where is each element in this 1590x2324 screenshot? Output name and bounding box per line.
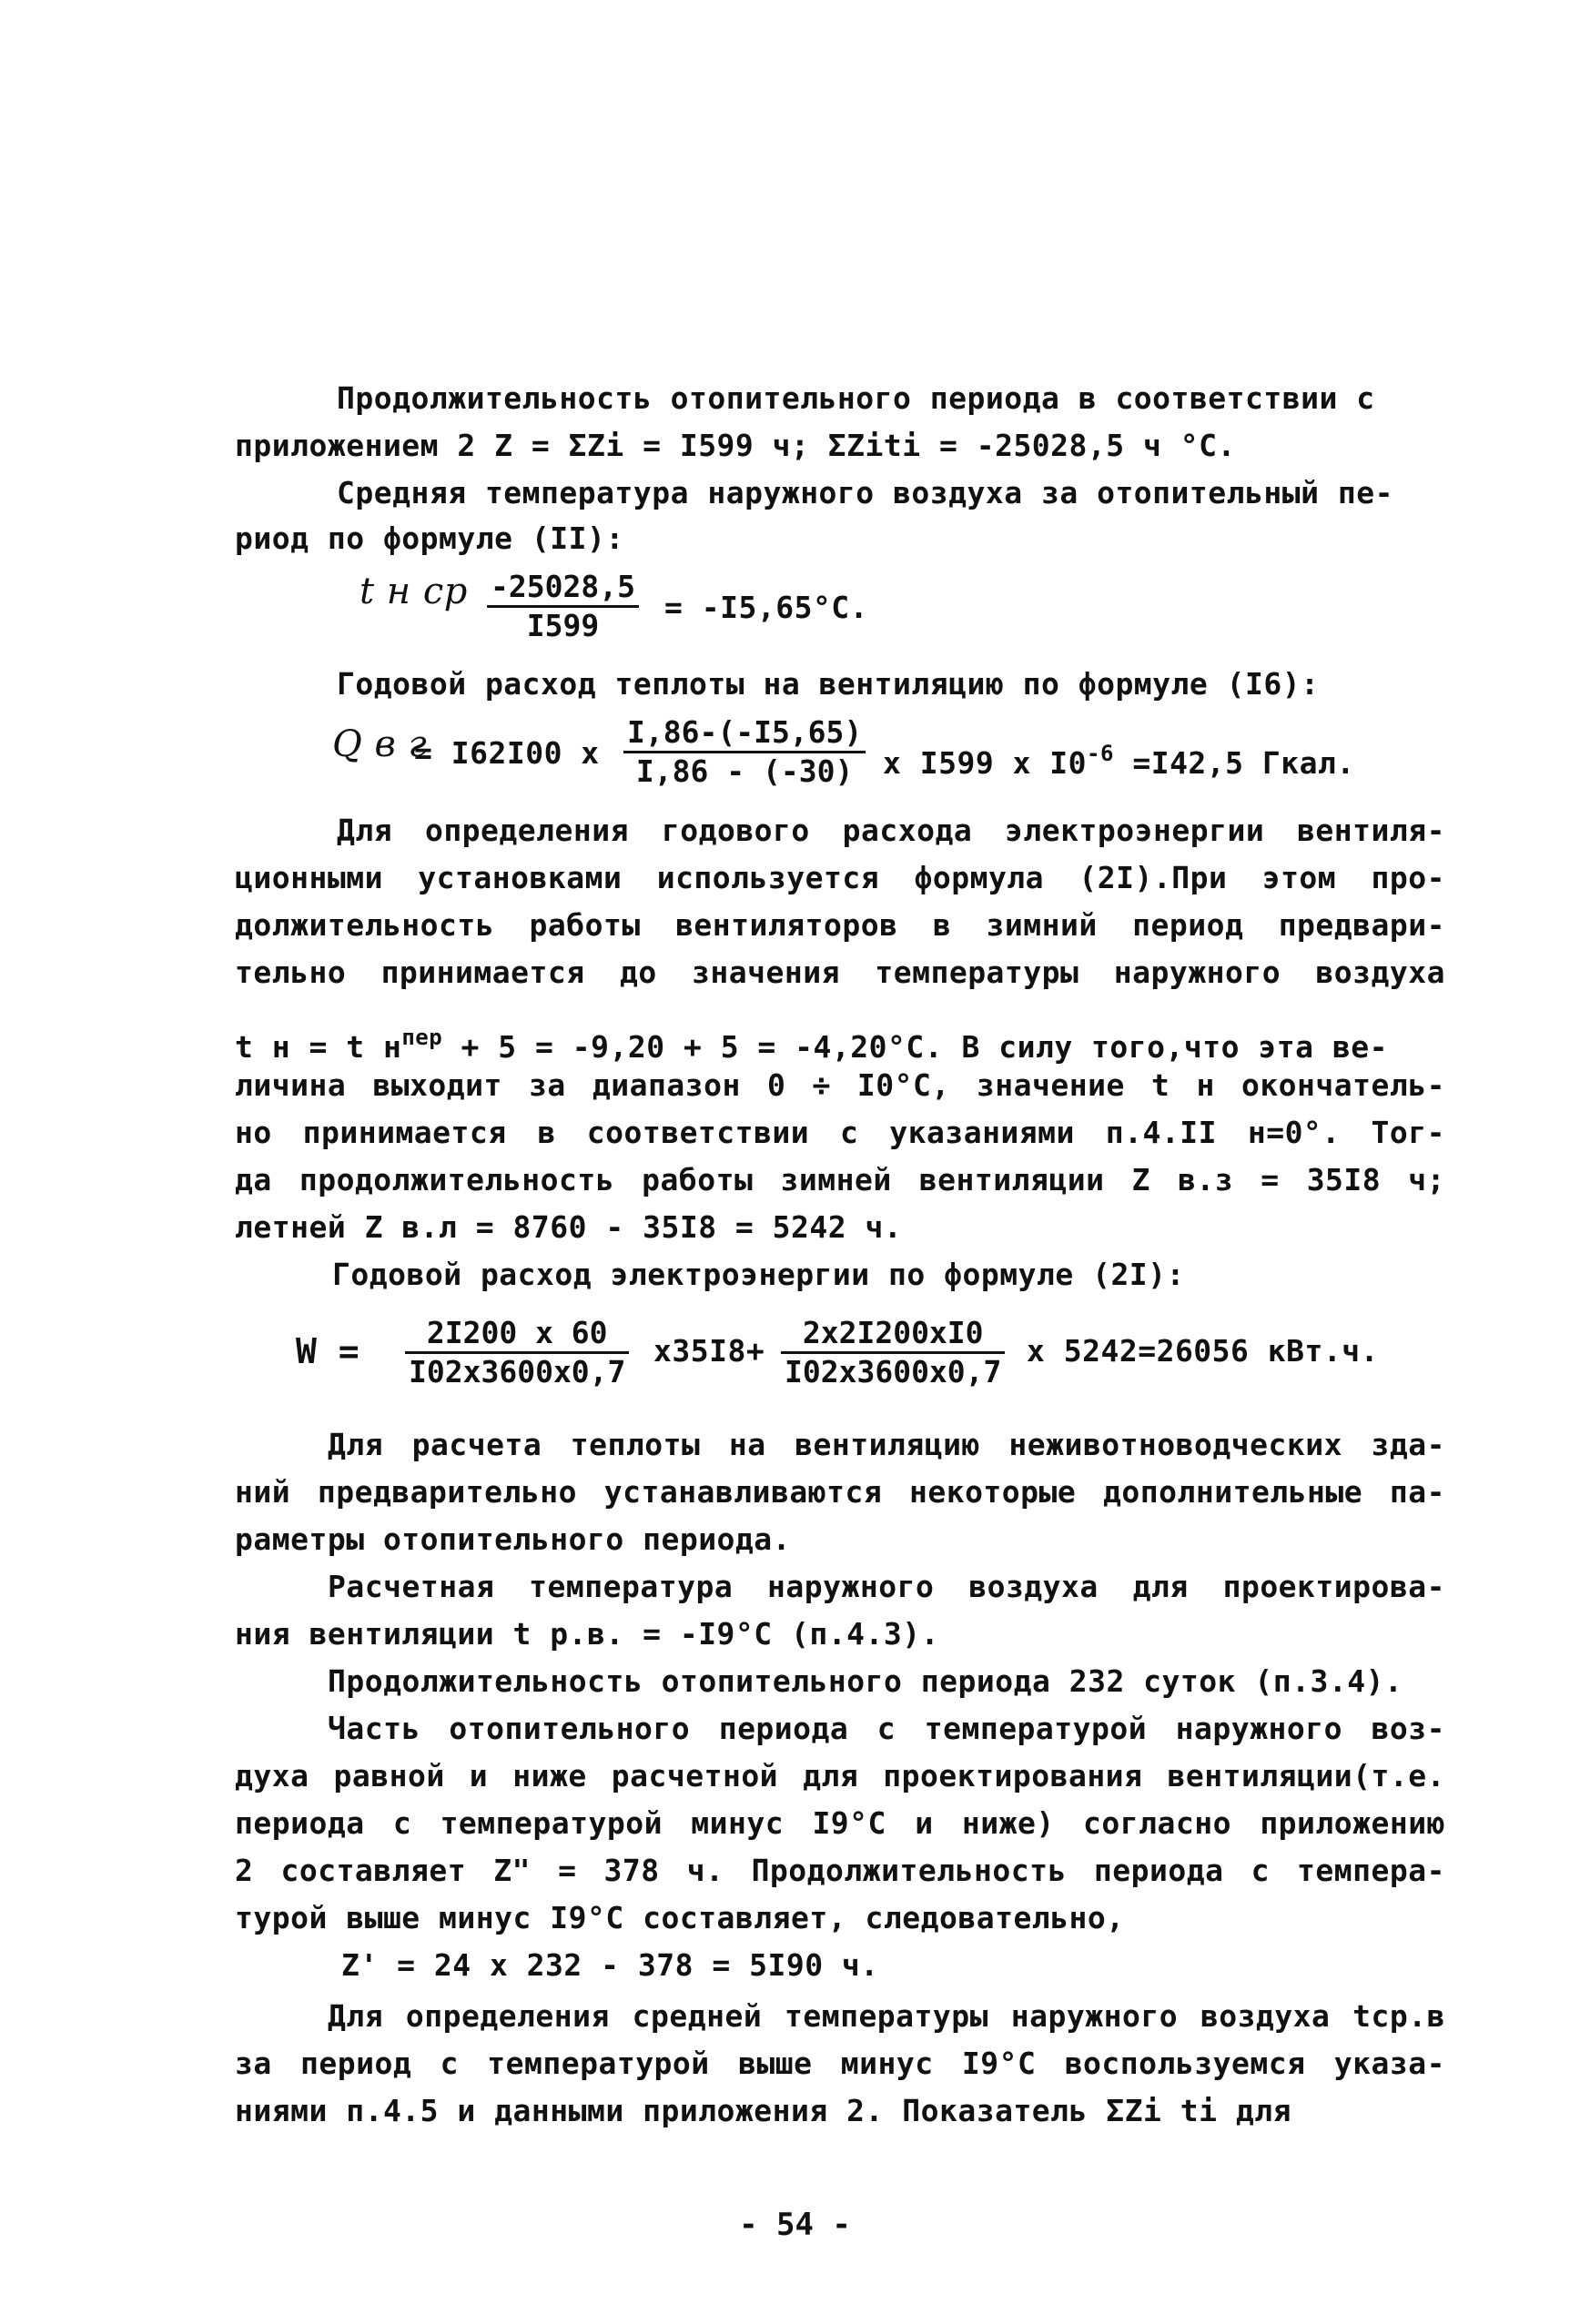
formula-part: = I62I00 x <box>414 735 600 771</box>
text-line: ний предварительно устанавливаются некоторые дополнительные па- <box>235 1474 1445 1510</box>
text-line: Часть отопительного периода с температурой наружного воз- <box>328 1711 1445 1746</box>
text-line: Годовой расход электроэнергии по формуле (2I): <box>332 1257 1185 1292</box>
formula-part: x35I8+ <box>653 1333 765 1369</box>
fraction <box>487 569 639 644</box>
text-line: Средняя температура наружного воздуха за отопительный пе- <box>337 475 1393 510</box>
text-line: ционными установками используется формула (2I).При этом про- <box>235 860 1445 895</box>
text-line: Годовой расход теплоты на вентиляцию по формуле (I6): <box>337 666 1320 702</box>
text-line <box>235 1019 1445 1066</box>
text-line: Продолжительность отопительного периода 232 суток (п.3.4). <box>328 1663 1403 1699</box>
fraction <box>781 1315 1005 1390</box>
text-line-rest: + 5 = -9,20 + 5 = -4,20°С. В силу того,что эта ве- <box>461 1029 1388 1065</box>
fraction-numerator: 2x2I200xI0 <box>781 1315 1005 1354</box>
inline-formula: t н = t н <box>235 1029 402 1065</box>
fraction-denominator: I02x3600x0,7 <box>409 1354 626 1389</box>
text-line: личина выходит за диапазон 0 ÷ I0°С, значение t н окончатель- <box>235 1067 1445 1103</box>
text-line: ния вентиляции t р.в. = -I9°С (п.4.3). <box>235 1616 939 1652</box>
fraction-numerator: 2I200 x 60 <box>405 1315 629 1354</box>
formula-part-text: x I599 x I0 <box>883 745 1088 781</box>
text-line: тельно принимается до значения температуры наружного воздуха <box>235 955 1445 990</box>
fraction <box>405 1315 629 1390</box>
fraction-numerator: -25028,5 <box>487 569 639 608</box>
formula-result: =I42,5 Гкал. <box>1132 745 1355 781</box>
text-line: Продолжительность отопительного периода в соответствии с <box>337 380 1375 416</box>
formula-part <box>883 735 1355 782</box>
fraction-denominator: I02x3600x0,7 <box>785 1354 1002 1389</box>
text-line: должительность работы вентиляторов в зимний период предвари- <box>235 907 1445 943</box>
text-line: Для определения средней температуры наружного воздуха tср.в <box>328 1998 1445 2034</box>
text-line: за период с температурой выше минус I9°С воспользуемся указа- <box>235 2046 1445 2081</box>
superscript: пер <box>401 1025 443 1050</box>
formula-line: Z' = 24 x 232 - 378 = 5I90 ч. <box>341 1947 879 1983</box>
text-line: риод по формуле (II): <box>235 520 624 556</box>
fraction <box>623 714 866 790</box>
fraction-denominator: I599 <box>526 608 600 643</box>
text-line: да продолжительность работы зимней вентиляции Z в.з = 35I8 ч; <box>235 1162 1445 1197</box>
text-line: Расчетная температура наружного воздуха для проектирова- <box>328 1569 1445 1604</box>
text-line: турой выше минус I9°С составляет, следовательно, <box>235 1900 1125 1935</box>
text-line: 2 составляет Z" = 378 ч. Продолжительность периода с темпера- <box>235 1853 1445 1888</box>
page-number: - 54 - <box>739 2207 851 2243</box>
fraction-denominator: I,86 - (-30) <box>635 753 854 789</box>
formula-symbol: Q в г <box>332 723 428 765</box>
text-line: но принимается в соответствии с указаниями п.4.II н=0°. Тог- <box>235 1115 1445 1150</box>
text-line: Для расчета теплоты на вентиляцию неживотноводческих зда- <box>328 1427 1445 1462</box>
fraction-numerator: I,86-(-I5,65) <box>623 714 866 753</box>
text-line: Для определения годового расхода электроэнергии вентиля- <box>337 813 1445 848</box>
text-line: приложением 2 Z = ΣZi = I599 ч; ΣZiti = -25028,5 ч °С. <box>235 428 1236 463</box>
text-line: ниями п.4.5 и данными приложения 2. Показатель ΣZi ti для <box>235 2093 1291 2128</box>
formula-result: = -I5,65°С. <box>664 590 869 625</box>
formula-symbol: W = <box>296 1331 360 1371</box>
text-line: духа равной и ниже расчетной для проектирования вентиляции(т.е. <box>235 1758 1445 1794</box>
formula-symbol: t н ср <box>360 571 468 612</box>
text-line: раметры отопительного периода. <box>235 1521 792 1557</box>
text-line: периода с температурой минус I9°С и ниже) согласно приложению <box>235 1805 1445 1841</box>
formula-result: x 5242=26056 кВт.ч. <box>1027 1333 1379 1369</box>
exponent: -6 <box>1087 741 1114 766</box>
text-line: летней Z в.л = 8760 - 35I8 = 5242 ч. <box>235 1209 903 1245</box>
